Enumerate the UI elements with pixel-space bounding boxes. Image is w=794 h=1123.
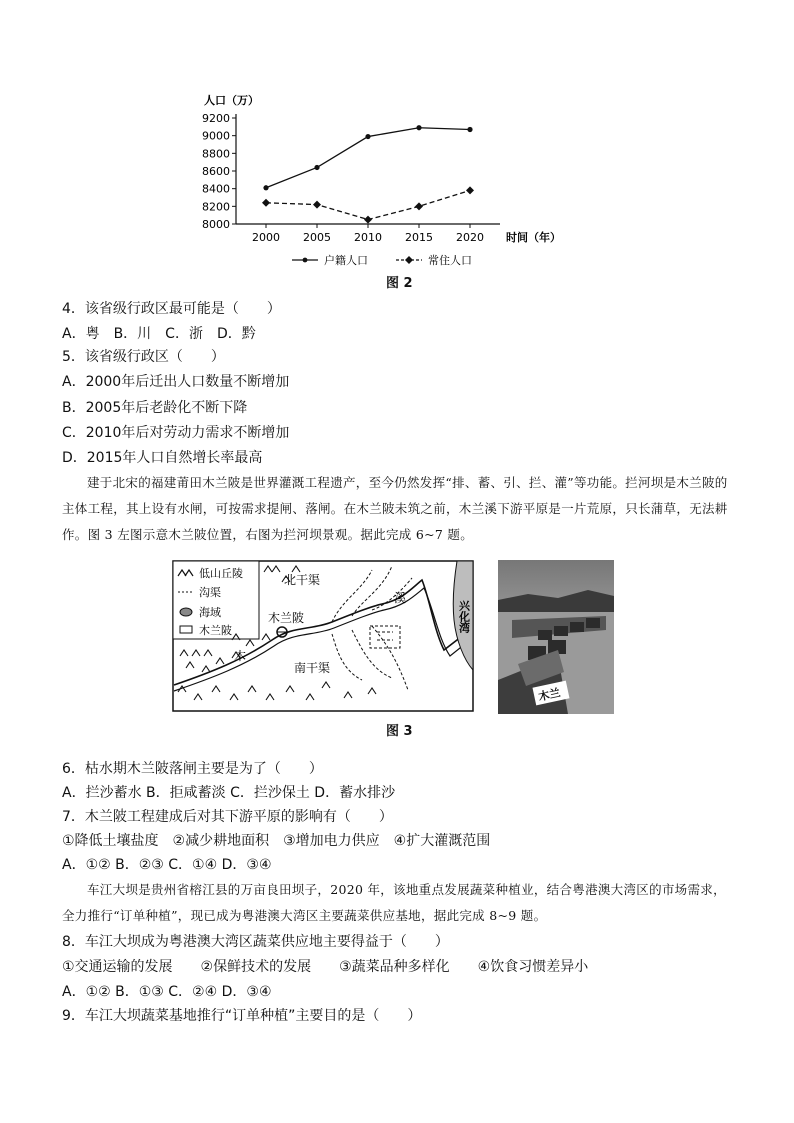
legend-hills-label: 低山丘陵 — [199, 567, 243, 580]
question-8-items: ①交通运输的发展 ②保鲜技术的发展 ③蔬菜品种多样化 ④饮食习惯差异小 — [62, 959, 589, 975]
stream-label: 溪 — [394, 591, 407, 605]
question-5-option-b: B．2005年后老龄化不断下降 — [62, 400, 248, 416]
question-7-options: A．①② B．②③ C．①④ D．③④ — [62, 857, 272, 873]
series-point-1 — [415, 202, 423, 210]
y-tick-label: 8400 — [202, 182, 230, 196]
y-tick-label: 8000 — [202, 218, 230, 231]
legend-dam-label: 木兰陂 — [199, 624, 232, 637]
series-line-1 — [266, 190, 470, 219]
series-point-0 — [467, 127, 472, 132]
series-point-0 — [365, 134, 370, 139]
question-6: 6．枯水期木兰陂落闸主要是为了（ ） — [62, 761, 323, 777]
figure3-caption: 图 3 — [386, 724, 413, 739]
question-5-option-c: C．2010年后对劳动力需求不断增加 — [62, 425, 290, 441]
x-tick-label: 2005 — [303, 231, 331, 244]
question-4-options: A．粤 B．川 C．浙 D．黔 — [62, 326, 256, 342]
x-tick-label: 2015 — [405, 231, 433, 244]
question-5-option-d: D．2015年人口自然增长率最高 — [62, 450, 263, 466]
series-point-1 — [262, 199, 270, 207]
question-8-options: A．①② B．①③ C．②④ D．③④ — [62, 984, 272, 1000]
passage-chejiang: 车江大坝是贵州省榕江县的万亩良田坝子，2020 年，该地重点发展蔬菜种植业，结合粤港澳大湾区的市场需求，全力推行“订单种植”，现已成为粤港澳大湾区主要蔬菜供应基地，据此完成 8~9 题。 — [62, 882, 726, 923]
question-9: 9．车江大坝蔬菜基地推行“订单种植”主要目的是（ ） — [62, 1008, 422, 1024]
question-8: 8．车江大坝成为粤港澳大湾区蔬菜供应地主要得益于（ ） — [62, 934, 449, 950]
y-axis-label: 人口（万） — [204, 94, 259, 107]
series-point-0 — [263, 185, 268, 190]
legend-label-0: 户籍人口 — [324, 254, 368, 267]
legend-marker-0 — [303, 258, 308, 263]
south-canal-label: 南干渠 — [294, 661, 331, 675]
y-tick-label: 8200 — [202, 200, 230, 214]
y-tick-label: 8800 — [202, 147, 230, 161]
legend-sea-icon — [180, 608, 192, 616]
river-label: 木 — [234, 649, 247, 663]
x-tick-label: 2020 — [456, 231, 484, 244]
question-7-items: ①降低土壤盐度 ②减少耕地面积 ③增加电力供应 ④扩大灌溉范围 — [62, 833, 491, 849]
figure2-caption: 图 2 — [386, 276, 413, 291]
legend-marker-1 — [405, 256, 413, 264]
series-point-0 — [416, 125, 421, 130]
y-tick-label: 9200 — [202, 112, 230, 125]
question-7: 7．木兰陂工程建成后对其下游平原的影响有（ ） — [62, 809, 393, 825]
x-tick-label: 2010 — [354, 231, 382, 244]
bay-label: 兴化湾 — [457, 600, 471, 633]
series-point-1 — [364, 216, 372, 224]
y-tick-label: 9000 — [202, 129, 230, 143]
series-point-1 — [466, 186, 474, 194]
question-5-option-a: A．2000年后迁出人口数量不断增加 — [62, 374, 290, 390]
north-canal-label: 北干渠 — [284, 573, 321, 587]
passage-mulanbei: 建于北宋的福建莆田木兰陂是世界灌溉工程遗产，至今仍然发挥“排、蓄、引、拦、灌”等功能。拦河坝是木兰陂的主体工程，其上设有水闸，可按需求提闸、落闸。在木兰陂未筑之前，木兰溪下游平原是一片荒原，只长蒲草，无法耕作。图 3 左图示意木兰陂位置，右图为拦河坝景观。据此完成 6~7 题。 — [62, 475, 728, 542]
mulanbei-location-map — [172, 560, 474, 712]
question-4: 4．该省级行政区最可能是（ ） — [62, 301, 281, 317]
question-6-options: A．拦沙蓄水 B．拒咸蓄淡 C．拦沙保土 D．蓄水排沙 — [62, 785, 396, 801]
series-point-1 — [313, 201, 321, 209]
dam-photo — [498, 560, 614, 714]
legend-canal-label: 沟渠 — [199, 586, 221, 599]
series-point-0 — [314, 165, 319, 170]
legend-label-1: 常住人口 — [428, 254, 472, 267]
legend-sea-label: 海域 — [199, 606, 221, 619]
population-line-chart — [180, 88, 600, 268]
question-5: 5．该省级行政区（ ） — [62, 349, 225, 365]
x-axis-label: 时间（年） — [506, 231, 561, 244]
x-tick-label: 2000 — [252, 231, 280, 244]
dam-label: 木兰陂 — [268, 611, 305, 625]
photo-label: 木兰 — [537, 686, 562, 704]
y-tick-label: 8600 — [202, 165, 230, 178]
